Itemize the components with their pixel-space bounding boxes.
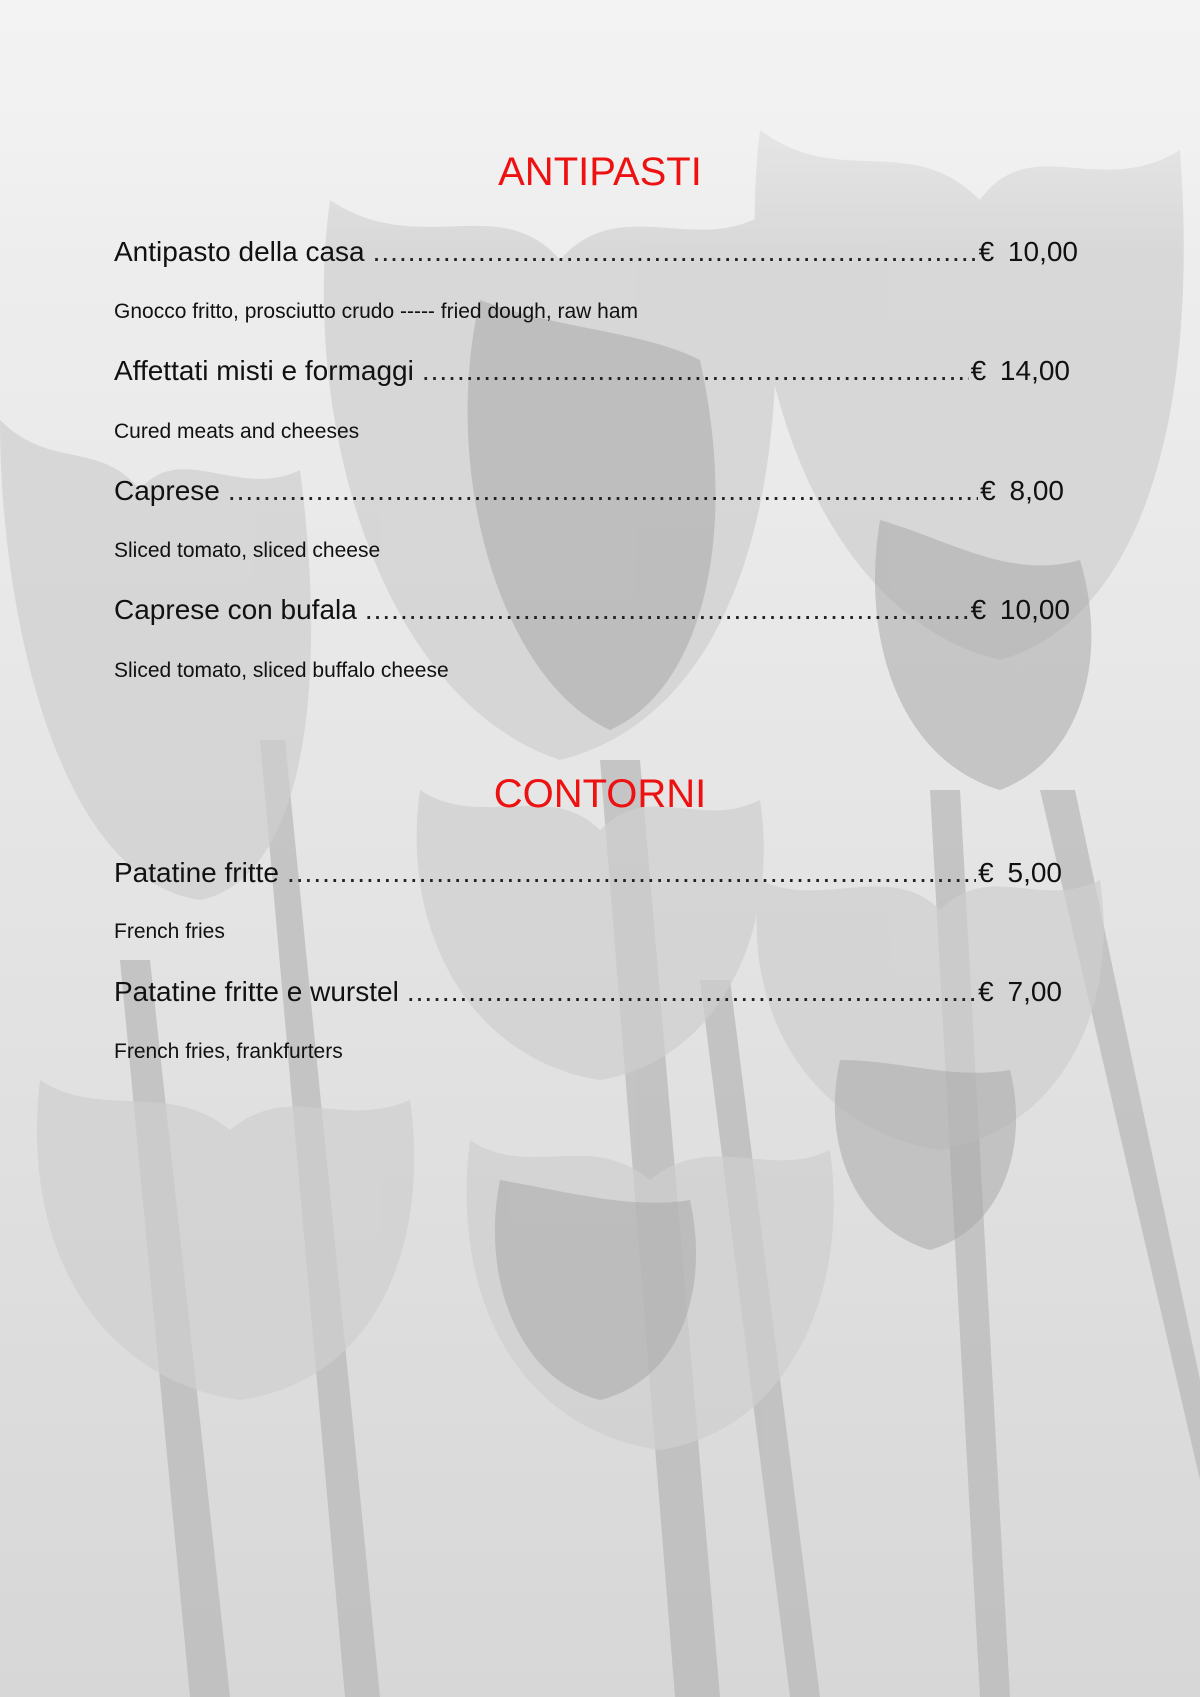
menu-item-name: Affettati misti e formaggi xyxy=(114,355,414,386)
menu-item-description: Sliced tomato, sliced cheese xyxy=(114,539,381,562)
menu-item-price: € 10,00 xyxy=(978,236,1078,267)
menu-item-price: € 14,00 xyxy=(970,355,1070,386)
menu-item-description: French fries, frankfurters xyxy=(114,1040,343,1063)
menu-item-line xyxy=(114,590,1070,630)
dot-leader xyxy=(414,351,969,391)
menu-item-name: Patatine fritte e wurstel xyxy=(114,976,399,1007)
section-title-contorni: CONTORNI xyxy=(493,772,707,816)
menu-item-line xyxy=(114,853,1062,893)
menu-item-name: Caprese con bufala xyxy=(114,594,357,625)
menu-item-line xyxy=(114,351,1070,391)
menu-item-name: Patatine fritte xyxy=(114,857,279,888)
menu-item-description: Cured meats and cheeses xyxy=(114,420,360,443)
section-title-antipasti: ANTIPASTI xyxy=(498,150,702,194)
dot-leader xyxy=(357,590,969,630)
menu-item-line xyxy=(114,232,1078,272)
menu-item-description: French fries xyxy=(114,920,225,943)
menu-item-name: Caprese xyxy=(114,475,220,506)
menu-item-price: € 8,00 xyxy=(980,475,1064,506)
dot-leader xyxy=(220,471,978,511)
menu-item-description: Sliced tomato, sliced buffalo cheese xyxy=(114,659,449,682)
dot-leader xyxy=(399,972,976,1012)
dot-leader xyxy=(279,853,976,893)
menu-item-line xyxy=(114,972,1062,1012)
dot-leader xyxy=(365,232,977,272)
menu-item-price: € 10,00 xyxy=(970,594,1070,625)
menu-item-price: € 7,00 xyxy=(978,976,1062,1007)
menu-item-name: Antipasto della casa xyxy=(114,236,365,267)
menu-item-line xyxy=(114,471,1064,511)
menu-item-price: € 5,00 xyxy=(978,857,1062,888)
menu-item-description: Gnocco fritto, prosciutto crudo ----- fried dough, raw ham xyxy=(114,300,639,323)
